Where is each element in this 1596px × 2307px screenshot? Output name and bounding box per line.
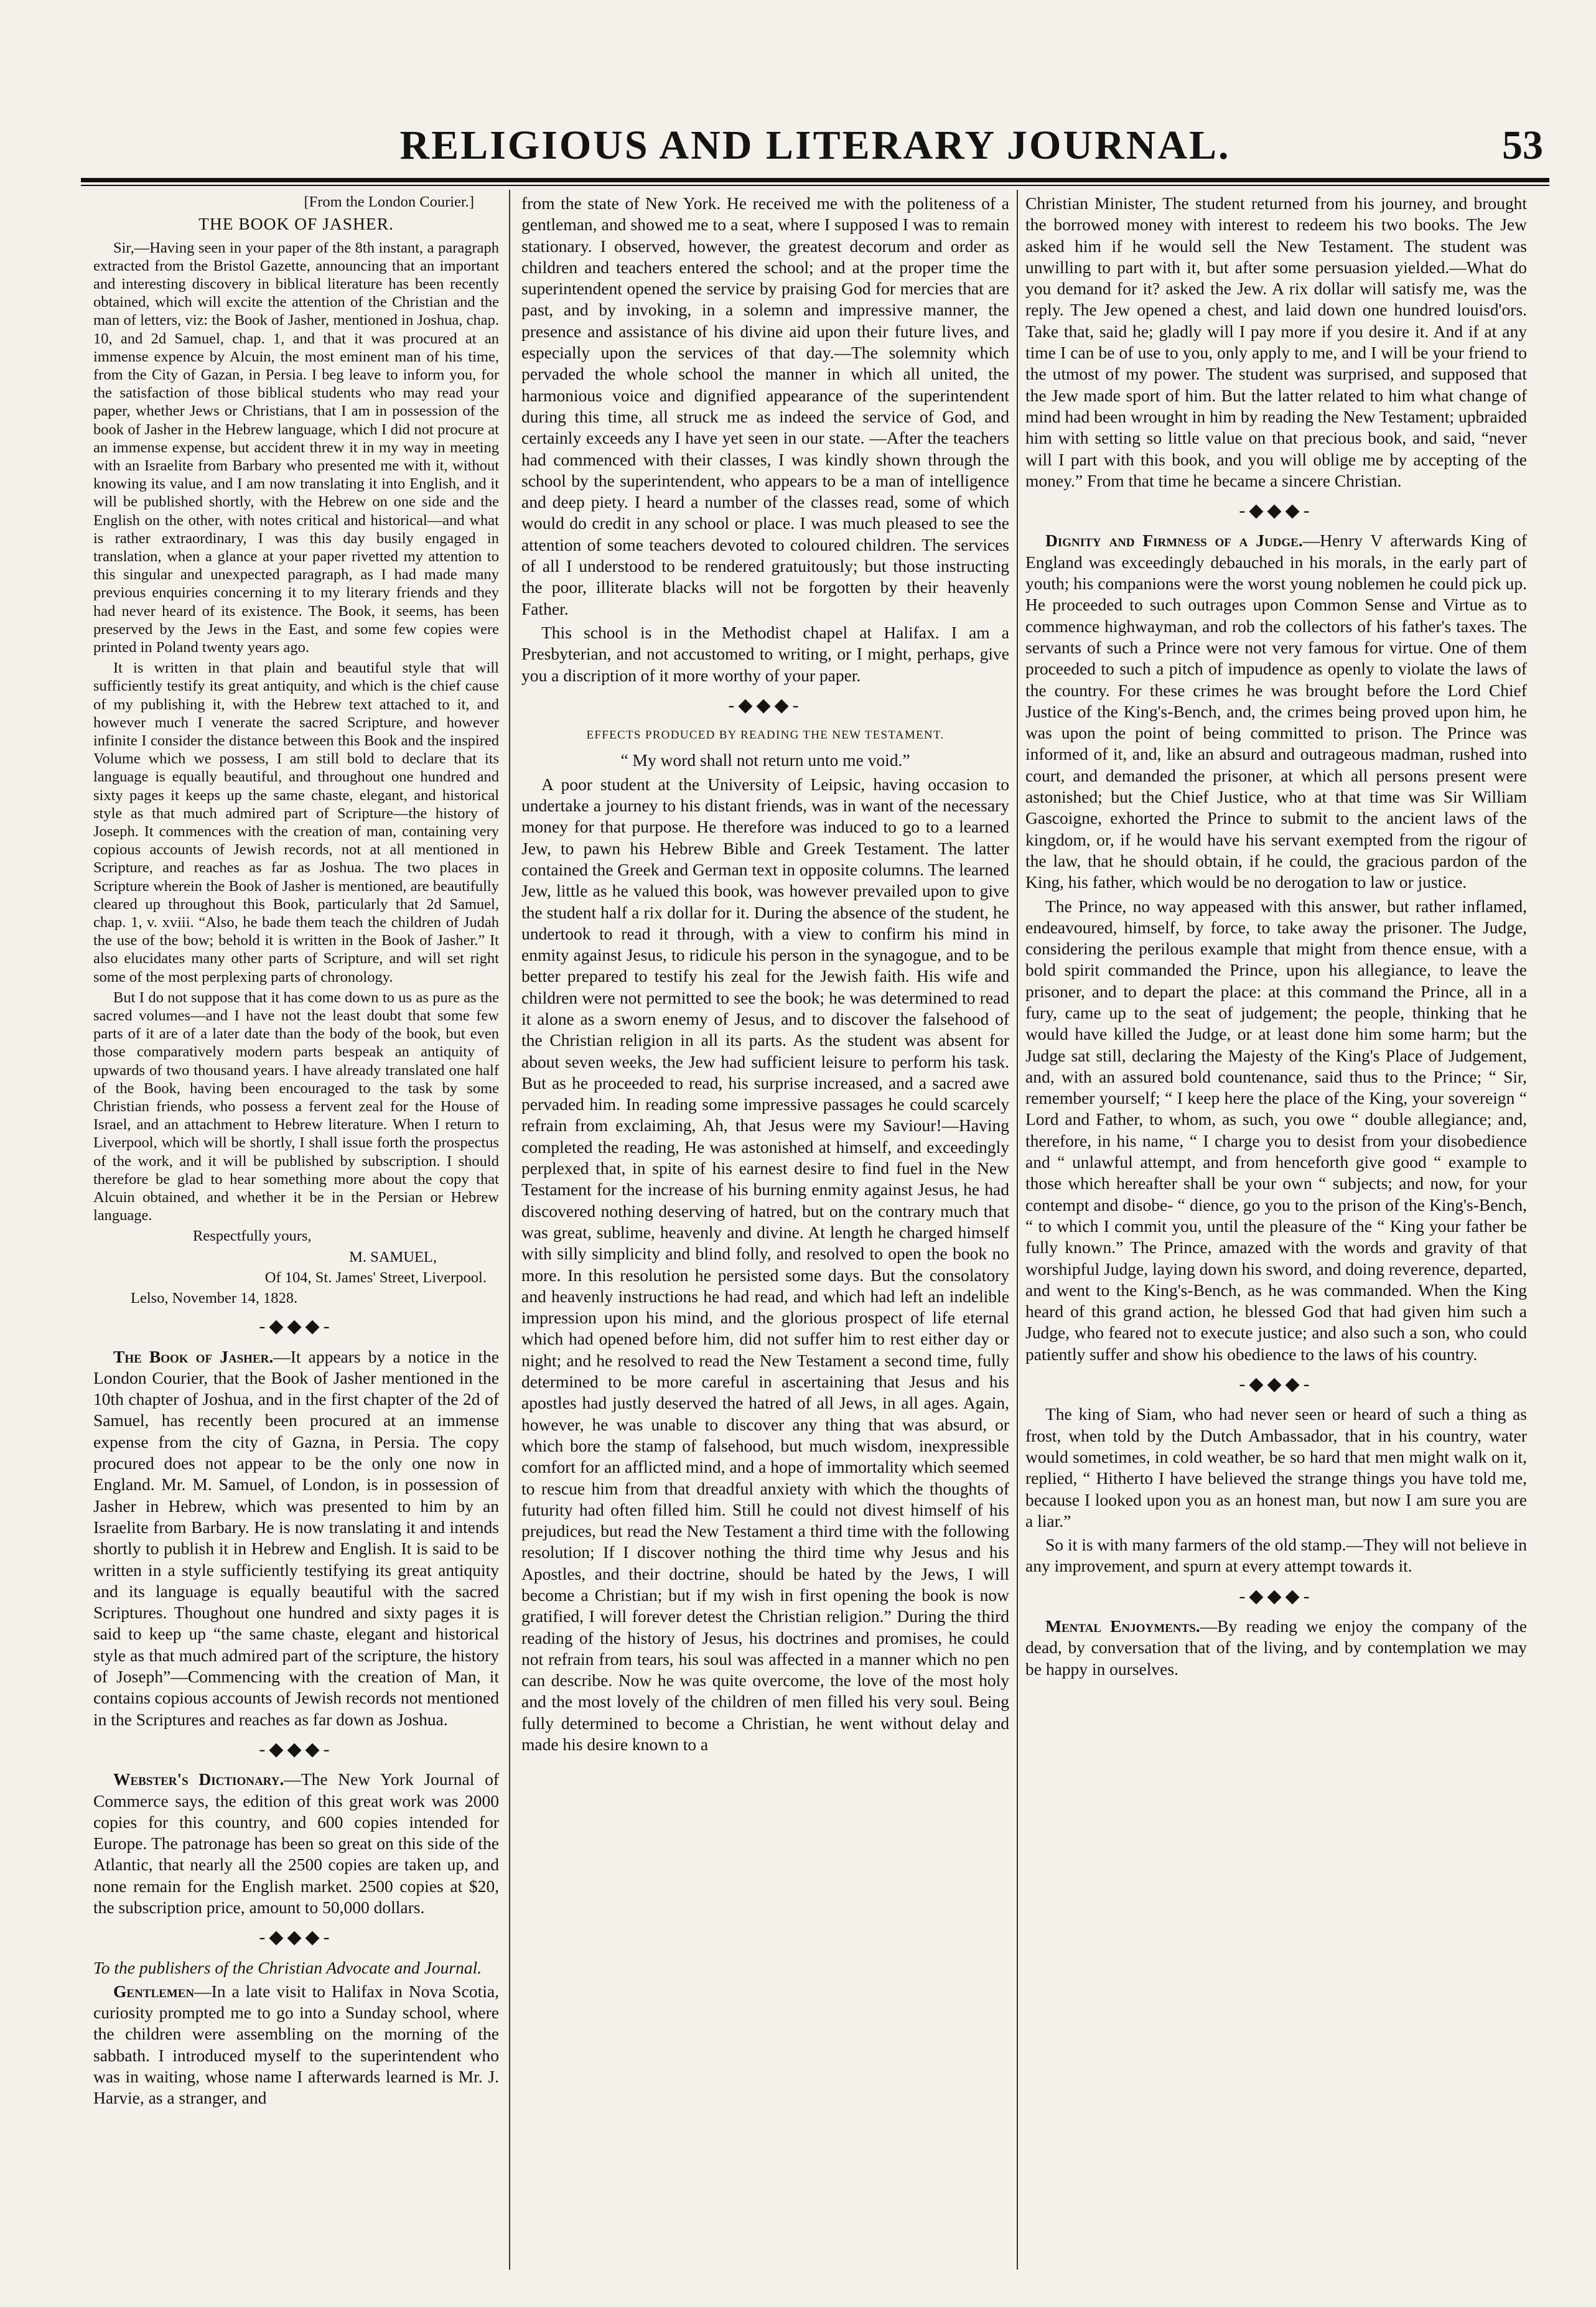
column-2	[521, 193, 1009, 2270]
article-paragraph	[93, 1346, 499, 1730]
epigraph: “ My word shall not return unto me void.”	[620, 750, 910, 770]
column-divider	[1017, 190, 1018, 2270]
ornament-divider: -◆◆◆-	[1239, 1374, 1314, 1395]
article-lead: Mental Enjoyments.	[1045, 1616, 1200, 1636]
article-paragraph: The Prince, no way appeased with this answer, but rather inflamed, endeavoured, himself, by force, to take away the prisoner. The Judge, considering the perilous example that might from thence ensue, with a bold spirit commanded the Prince, upon his allegiance, to leave the prisoner, and to depart the place: at this command the Prince, all in a fury, came up to the seat of judgement; the people, thinking that he would have killed the Judge, or at least done him some harm; but the Judge sat still, declaring the Majesty of the King's Place of Judgement, and, with an assured bold countenance, said thus to the Prince; “ Sir, remember yourself; “ I keep here the place of the King, your sovereign “ Lord and Father, to whom, as such, you owe “ double allegiance; and, therefore, in his name, “ I charge you to desist from your disobedience and “ unlawful attempt, and from henceforth give good “ example to those which hereafter shall be your own “ subjects; and now, for your contempt and disobe- “ dience, go you to the prison of the King's-Bench, “ to which I commit you, until the pleasure of the “ King your father be fully known.” The Prince, amazed with the words and gravity of that worshipful Judge, laying down his sword, and doing reverence, departed, and went to the King's-Bench, as he was commanded. When the King heard of this grand action, he blessed God that had given him such a Judge, who feared not to execute justice; and also such a son, who could patiently suffer and show his obedience to the laws of his country.	[1025, 896, 1527, 1364]
article-paragraph	[93, 1769, 499, 1918]
article-paragraph	[1025, 530, 1527, 893]
address: Of 104, St. James' Street, Liverpool.	[264, 1269, 487, 1286]
signature: M. SAMUEL,	[349, 1248, 437, 1265]
article-heading: THE BOOK OF JASHER.	[198, 214, 394, 234]
article-paragraph: It is written in that plain and beautiful style that will sufficiently testify its great antiquity, and which is the chief cause of my publishing it, with the Hebrew text attached to it, and however much I venerate the sacred Scripture, and however infinite I consider the distance between this Book and the inspired Volume which we possess, I am still bold to declare that its language is equally beautiful, and throughout one hundred and sixty pages it keeps up the same chaste, elegant, and historical style as that much admired part of Scripture—the history of Joseph. It commences with the creation of man, containing very copious accounts of Jewish records, not at all mentioned in Scripture, and reaches as far as Joshua. The two places in Scripture wherein the Book of Jasher is mentioned, are beautifully cleared up throughout this Book, particularly that 2d Samuel, chap. 1, v. xviii. “Also, he bade them teach the children of Judah the use of the bow; behold it is written in the Book of Jasher.” It also elucidates many other parts of Scripture, and will set right some of the most perplexing parts of chronology.	[93, 659, 499, 986]
source-line: [From the London Courier.]	[304, 193, 474, 210]
article-lead: Gentlemen	[113, 1981, 195, 2001]
article-text: —Henry V afterwards King of England was exceedingly debauched in his morals, in the early part of youth; his companions were the worst young noblemen he could pick up. He proceeded to such outrages upon Common Sense and Virtue as to commence highwayman, and rob the collectors of his father's taxes. The servants of such a Prince were not very famous for virtue. One of them proceeded to such a pitch of impudence as openly to violate the laws of the country. For these crimes he was brought before the Lord Chief Justice of the King's-Bench, and, the crimes being proved upon him, he was upon the point of being committed to prison. The Prince was informed of it, and, like an absurd and outrageous madman, rushed into court, and demanded the prisoner, at which all persons present were astonished; but the Chief Justice, who at that time was Sir William Gascoigne, exhorted the Prince to submit to the ancient laws of the kingdom, or, if he would have his servant exempted from the rigour of the law, that he should obtain, if he could, the gracious pardon of the King, his father, which would be no derogation to law or justice.	[1025, 531, 1527, 892]
article-lead: The Book of Jasher.	[113, 1346, 274, 1366]
article-paragraph: The king of Siam, who had never seen or heard of such a thing as frost, when told by the Dutch Ambassador, that in his country, water would sometimes, in cold weather, be so hard that men might walk on it, replied, “ Hitherto I have believed the strange things you have told me, because I looked upon you as an honest man, but now I am sure you are a liar.”	[1025, 1404, 1527, 1531]
header-rule-thick	[81, 178, 1549, 182]
article-lead: Webster's Dictionary.	[113, 1769, 284, 1789]
closing: Respectfully yours,	[193, 1228, 312, 1245]
article-paragraph: So it is with many farmers of the old stamp.—They will not believe in any improvement, and spurn at every attempt towards it.	[1025, 1535, 1527, 1576]
article-paragraph: Sir,—Having seen in your paper of the 8th instant, a paragraph extracted from the Bristol Gazette, announcing that an important and interesting discovery in biblical literature has been recently obtained, which will excite the attention of the Christian and the man of letters, viz: the Book of Jasher, mentioned in Joshua, chap. 10, and 2d Samuel, chap. 1, and that it was procured at an immense expence by Alcuin, the most eminent man of his time, from the City of Gazan, in Persia. I beg leave to inform you, for the satisfaction of those biblical students who may read your paper, whether Jews or Christians, that I am in possession of the book of Jasher in the Hebrew language, which I did not procure at an immense expense, but accident threw it in my way in meeting with an Israelite from Barbary who presented me with it, without knowing its value, and I am now translating it into English, and it will be published shortly, with the Hebrew on one side and the English on the other, with notes critical and historical—and what is rather extraordinary, I was this day busily engaged in translation, when a glance at your paper rivetted my attention to this singular and unexpected paragraph, as I had made many previous enquiries concerning it to my literary friends and they had never heard of its existence. The Book, it seems, has been preserved by the Jews in the East, and some few copies were printed in Poland twenty years ago.	[93, 239, 499, 656]
header-rule-thin	[81, 185, 1549, 186]
article-paragraph: A poor student at the University of Leipsic, having occasion to undertake a journey to his distant friends, was in want of the necessary money for that purpose. He therefore was induced to go to a learned Jew, to pawn his Hebrew Bible and Greek Testament. The latter contained the Greek and German text in opposite columns. The learned Jew, little as he valued this book, was however prevailed upon to give the student half a rix dollar for it. During the absence of the student, he undertook to read it through, with a view to confirm his mind in enmity against Jesus, to ridicule his person in the synagogue, and to be better prepared to testify his zeal for the Jewish faith. His wife and children were not permitted to see the book; he was determined to read it alone as a sworn enemy of Jesus, and to discover the falsehood of the Christian religion in all its parts. As the student was absent for about seven weeks, the Jew had sufficient leisure to perform his task. But as he proceeded to read, his surprise increased, and a sacred awe pervaded him. In reading some impressive passages he could scarcely refrain from exclaiming, Ah, that Jesus were my Saviour!—Having completed the reading, He was astonished at himself, and exceedingly perplexed that, in spite of his earnest desire to find fuel in the New Testament for the increase of his burning enmity against Jesus, he had discovered nothing deserving of hatred, but on the contrary much that was great, sublime, heavenly and divine. At length he charged himself with silly simplicity and blind folly, and resolved to open the book no more. In this resolution he persisted some days. But the consolatory and heavenly instructions he had read, and which had left an indelible impression upon his mind, and the glorious prospect of life eternal which had opened before him, did not suffer him to rest either day or night; and he resolved to read the New Testament a second time, fully determined to be more careful in ascertaining that Jesus and his apostles had justly deserved the hatred of all Jews, in all ages. Again, however, he was unable to discover any thing that was absurd, or which bore the stamp of falsehood, but much wisdom, inexpressible comfort for an afflicted mind, and a hope of immortality which seemed to rescue him from that dreadful anxiety with which the thoughts of futurity had often filled him. Still he could not divest himself of his prejudices, but read the New Testament a third time with the following resolution; If I discover nothing the third time why Jesus and his Apostles, and their doctrine, should be hated by the Jews, I will become a Christian; but if my wish in first opening the book is now gratified, I will forever detest the Christian religion.” During the third reading of the history of Jesus, his doctrines and promises, he could not refrain from tears, his soul was affected in a manner which no pen can describe. Now he was quite overcome, the love of the most holy and the most lovely of the children of men filled his very soul. Being fully determined to become a Christian, he went without delay and made his desire known to a	[521, 774, 1009, 1755]
column-3	[1025, 193, 1527, 2270]
ornament-divider: -◆◆◆-	[1239, 1585, 1314, 1606]
article-paragraph: from the state of New York. He received me with the politeness of a gentleman, and showed me to a seat, where I supposed I was to remain stationary. I observed, however, the greatest decorum and order as children and teachers entered the school; and at the proper time the superintendent opened the service by praising God for mercies that are past, and by invoking, in a solemn and impressive manner, the presence and assistance of his divine aid upon their future lives, and especially upon the services of that day.—The solemnity which pervaded the whole school the manner in which all united, the harmonious voice and dignified appearance of the superintendent during this time, all struck me as indeed the service of God, and certainly exceeds any I have yet seen in our state. —After the teachers had commenced with their classes, I was kindly shown through the school by the superintendent, who appears to be a man of intelligence and deep piety. I heard a number of the classes read, some of which would do credit in any school or place. I was much pleased to see the attention of some teachers devoted to coloured children. The services of all I understood to be rendered gratuitously; but those instructing the poor, illiterate blacks will not be forgotten by their heavenly Father.	[521, 193, 1009, 618]
article-text: —It appears by a notice in the London Courier, that the Book of Jasher mentioned in the 10th chapter of Joshua, and in the first chapter of the 2d of Samuel, has recently been procured at an immense expense from the city of Gazna, in Persia. The copy procured does not appear to be the only one now in England. Mr. M. Samuel, of London, is in possession of Jasher in Hebrew, which was presented to him by an Israelite from Barbary. He is now translating it and intends shortly to publish it in Hebrew and English. It is said to be written in a style sufficiently testifying its great antiquity and its language is equally beautiful with the sacred Scriptures. Thoughout one hundred and sixty pages it is said to keep up “the same chaste, elegant and historical style as that much admired part of the scripture, the history of Joseph”—Commencing with the creation of Man, it contains copious accounts of Jewish records not mentioned in the Scriptures and reaches as far down as Joshua.	[93, 1346, 499, 1729]
journal-title: RELIGIOUS AND LITERARY JOURNAL.	[399, 123, 1231, 168]
masthead	[81, 118, 1549, 175]
article-text: —In a late visit to Halifax in Nova Scotia, curiosity prompted me to go into a Sunday school, where the children were assembling on the morning of the sabbath. I introduced myself to the superintendent who was in waiting, whose name I afterwards learned is Mr. J. Harvie, as a stranger, and	[93, 1981, 499, 2108]
column-divider	[509, 190, 510, 2270]
ornament-divider: -◆◆◆-	[728, 694, 803, 715]
article-lead: Dignity and Firmness of a Judge.	[1045, 531, 1303, 551]
letter-address: To the publishers of the Christian Advocate and Journal.	[93, 1957, 482, 1977]
article-paragraph: But I do not suppose that it has come down to us as pure as the sacred volumes—and I have not the least doubt that some few parts of it are of a later date than the body of the book, but even those comparatively modern parts bespeak an antiquity of upwards of two thousand years. I have already translated one half of the Book, having been encouraged to the task by some Christian friends, who possess a fervent zeal for the House of Israel, and an attachment to Hebrew literature. When I return to Liverpool, which will be shortly, I shall issue forth the prospectus of the work, and it will be published by subscription. I should therefore be glad to hear something more about the copy that Alcuin obtained, and whether it be in the Persian or Hebrew language.	[93, 989, 499, 1224]
ornament-divider: -◆◆◆-	[1239, 500, 1314, 521]
article-paragraph	[1025, 1616, 1527, 1680]
dateline: Lelso, November 14, 1828.	[131, 1290, 298, 1307]
article-heading: EFFECTS PRODUCED BY READING THE NEW TESTAMENT.	[586, 729, 945, 742]
ornament-divider: -◆◆◆-	[259, 1738, 334, 1759]
article-paragraph: Christian Minister, The student returned from his journey, and brought the borrowed money with interest to redeem his two books. The Jew asked him if he would sell the New Testament. The student was unwilling to part with it, but after some persuasion yielded.—What do you demand for it? asked the Jew. A rix dollar will satisfy me, was the reply. The Jew opened a chest, and laid down one hundred louisd'ors. Take that, said he; gladly will I pay more if you desire it. And if at any time I can be of use to you, only apply to me, and I will be your friend to the utmost of my power. The student was surprised, and supposed that the Jew made sport of him. But the latter related to him what change of mind had been wrought in him by reading the New Testament; upbraided him with setting so little value on that precious book, and said, “never will I part with this book, and you will oblige me by accepting of the money.” From that time he became a sincere Christian.	[1025, 193, 1527, 490]
article-paragraph	[93, 1981, 499, 2109]
ornament-divider: -◆◆◆-	[259, 1927, 334, 1948]
article-text: —The New York Journal of Commerce says, the edition of this great work was 2000 copies for this country, and 600 copies intended for Europe. The patronage has been so great on this side of the Atlantic, that nearly all the 2500 copies are taken up, and none remain for the English market. 2500 copies at $20, the subscription price, amount to 50,000 dollars.	[93, 1769, 499, 1917]
article-paragraph: This school is in the Methodist chapel at Halifax. I am a Presbyterian, and not accustomed to writing, or I might, perhaps, give you a discription of it more worthy of your paper.	[521, 622, 1009, 685]
ornament-divider: -◆◆◆-	[259, 1316, 334, 1337]
article-text: —By reading we enjoy the company of the dead, by conversation that of the living, and by contemplation we may be happy in ourselves.	[1025, 1616, 1527, 1679]
page-number: 53	[1502, 123, 1543, 168]
column-1	[93, 193, 499, 2270]
